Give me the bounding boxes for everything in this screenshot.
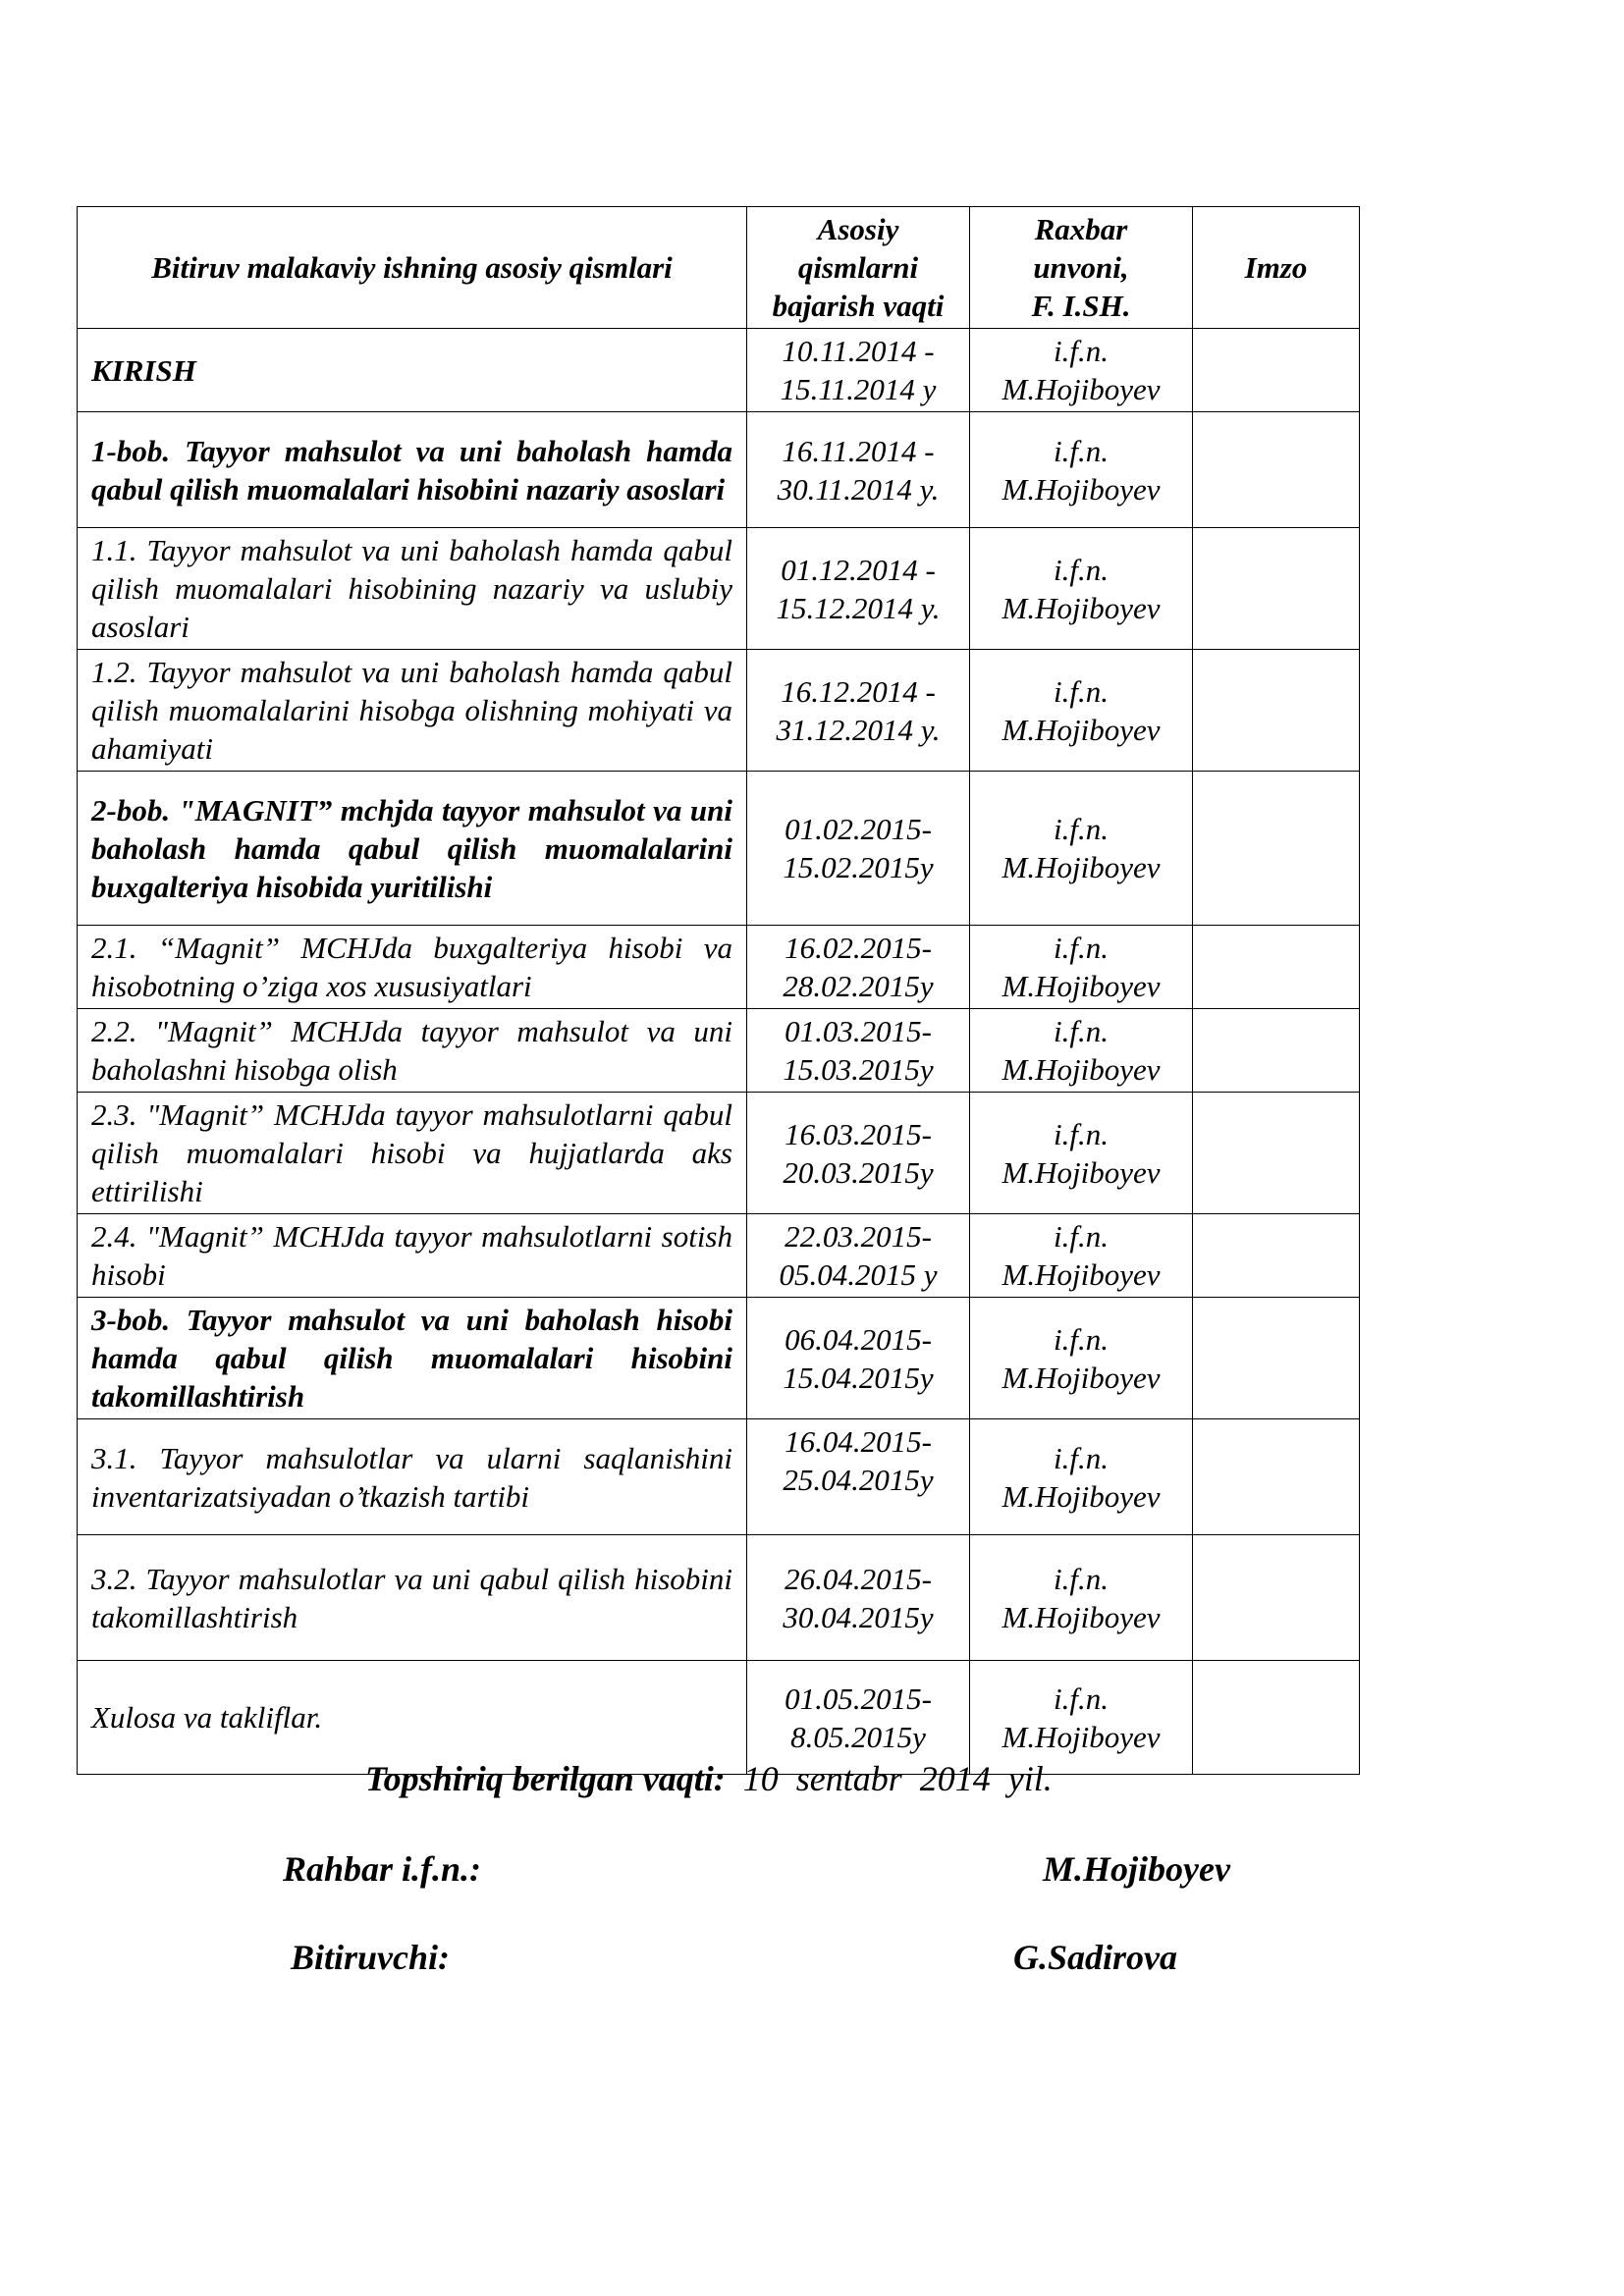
table-header-row — [78, 207, 1360, 329]
row-time-start: 26.04.2015- — [785, 1561, 932, 1596]
row-supervisor-title: i.f.n. — [1054, 552, 1109, 587]
row-supervisor — [970, 1298, 1193, 1419]
header-supervisor — [970, 207, 1193, 329]
row-supervisor-title: i.f.n. — [1054, 1014, 1109, 1048]
graduate-name: G.Sadirova — [1013, 1938, 1178, 1977]
row-time-end: 30.04.2015y — [783, 1599, 934, 1634]
table-row — [78, 1214, 1360, 1298]
header-signature: Imzo — [1193, 207, 1360, 329]
row-supervisor-name: M.Hojiboyev — [1001, 1257, 1161, 1292]
supervisor-label: Rahbar i.f.n.: — [283, 1849, 482, 1889]
row-part: 2.4. "Magnit” MCHJda tayyor mahsulotlarni sotish hisobi — [78, 1214, 747, 1298]
row-time — [747, 772, 970, 926]
row-signature — [1193, 772, 1360, 926]
row-time-start: 01.03.2015- — [785, 1014, 932, 1048]
row-part: KIRISH — [78, 329, 747, 412]
row-part: 1.1. Tayyor mahsulot va uni baholash hamda qabul qilish muomalalari hisobining nazariy va uslubiy asoslari — [78, 528, 747, 650]
row-signature — [1193, 1298, 1360, 1419]
row-part: 3.2. Tayyor mahsulotlar va uni qabul qilish hisobini takomillashtirish — [78, 1535, 747, 1661]
table-row — [78, 926, 1360, 1009]
row-time-end: 30.11.2014 y. — [777, 471, 940, 507]
row-part: 2.1. “Magnit” MCHJda buxgalteriya hisobi va hisobotning o’ziga xos xususiyatlari — [78, 926, 747, 1009]
row-signature — [1193, 1419, 1360, 1535]
row-supervisor-title: i.f.n. — [1054, 1116, 1109, 1151]
row-supervisor — [970, 1009, 1193, 1093]
row-time-end: 15.02.2015y — [783, 850, 934, 884]
row-part: 3.1. Tayyor mahsulotlar va ularni saqlanishini inventarizatsiyadan o’tkazish tartibi — [78, 1419, 747, 1535]
graduate-label: Bitiruvchi: — [291, 1938, 451, 1977]
row-time-start: 16.04.2015- — [785, 1424, 932, 1459]
row-part: 2-bob. "MAGNIT” mchjda tayyor mahsulot va uni baholash hamda qabul qilish muomalalarini buxgalteriya hisobida yuritilishi — [78, 772, 747, 926]
header-part: Bitiruv malakaviy ishning asosiy qismlari — [78, 207, 747, 329]
row-time-start: 10.11.2014 - — [782, 334, 935, 368]
row-time — [747, 650, 970, 772]
table-row — [78, 1093, 1360, 1214]
row-time-start: 01.12.2014 - — [781, 552, 936, 587]
row-supervisor-title: i.f.n. — [1054, 673, 1109, 709]
row-time — [747, 1419, 970, 1535]
row-time-start: 16.03.2015- — [785, 1116, 932, 1151]
row-time-end: 15.04.2015y — [783, 1360, 934, 1395]
row-supervisor — [970, 412, 1193, 528]
row-signature — [1193, 528, 1360, 650]
row-time-end: 31.12.2014 y. — [776, 712, 941, 747]
row-supervisor-name: M.Hojiboyev — [1001, 1719, 1161, 1754]
row-time-end: 25.04.2015y — [783, 1463, 934, 1497]
row-time-start: 22.03.2015- — [785, 1219, 932, 1254]
row-supervisor — [970, 1535, 1193, 1661]
header-time-line: qismlarni — [797, 250, 919, 285]
header-supervisor-line: unvoni, — [1033, 250, 1129, 285]
row-signature — [1193, 1214, 1360, 1298]
row-time-end: 15.11.2014 y — [780, 372, 937, 406]
thesis-plan-table — [77, 206, 1360, 1775]
row-part: 3-bob. Tayyor mahsulot va uni baholash hisobi hamda qabul qilish muomalalari hisobini takomillashtirish — [78, 1298, 747, 1419]
table-row — [78, 1419, 1360, 1535]
row-part: 2.3. "Magnit” MCHJda tayyor mahsulotlarni qabul qilish muomalalari hisobi va hujjatlarda aks ettirilishi — [78, 1093, 747, 1214]
row-signature — [1193, 412, 1360, 528]
row-signature — [1193, 650, 1360, 772]
row-signature — [1193, 329, 1360, 412]
row-supervisor-title: i.f.n. — [1054, 812, 1109, 846]
row-supervisor-name: M.Hojiboyev — [1001, 590, 1161, 625]
table-row — [78, 329, 1360, 412]
assignment-date-label: Topshiriq berilgan vaqti: — [365, 1759, 726, 1798]
row-time-end: 28.02.2015y — [783, 969, 934, 1003]
row-time — [747, 926, 970, 1009]
row-supervisor — [970, 772, 1193, 926]
row-time — [747, 528, 970, 650]
row-time-start: 16.11.2014 - — [782, 433, 935, 468]
assignment-date-value: 10 sentabr 2014 yil. — [742, 1759, 1053, 1798]
row-time — [747, 1093, 970, 1214]
row-time — [747, 1535, 970, 1661]
row-supervisor-title: i.f.n. — [1054, 1321, 1109, 1357]
header-time-line: bajarish vaqti — [772, 289, 945, 323]
table-row — [78, 1535, 1360, 1661]
table-row — [78, 1298, 1360, 1419]
row-supervisor — [970, 528, 1193, 650]
row-supervisor — [970, 329, 1193, 412]
row-supervisor-name: M.Hojiboyev — [1001, 471, 1161, 507]
row-time-end: 05.04.2015 y — [779, 1257, 938, 1292]
row-supervisor — [970, 926, 1193, 1009]
row-supervisor-name: M.Hojiboyev — [1001, 1360, 1161, 1395]
row-part: 2.2. "Magnit” MCHJda tayyor mahsulot va uni baholashni hisobga olish — [78, 1009, 747, 1093]
row-supervisor-name: M.Hojiboyev — [1001, 850, 1161, 884]
row-supervisor-title: i.f.n. — [1054, 334, 1109, 368]
row-supervisor-name: M.Hojiboyev — [1001, 1599, 1161, 1634]
row-time — [747, 1009, 970, 1093]
row-time-start: 16.02.2015- — [785, 931, 932, 965]
row-signature — [1193, 1093, 1360, 1214]
row-part: 1-bob. Tayyor mahsulot va uni baholash hamda qabul qilish muomalalari hisobini nazariy asoslari — [78, 412, 747, 528]
row-time-start: 16.12.2014 - — [781, 673, 936, 709]
row-time-start: 01.02.2015- — [785, 812, 932, 846]
row-supervisor-title: i.f.n. — [1054, 1681, 1109, 1716]
row-supervisor-name: M.Hojiboyev — [1001, 372, 1161, 406]
row-time-end: 15.03.2015y — [783, 1052, 934, 1087]
row-signature — [1193, 1661, 1360, 1775]
row-part: 1.2. Tayyor mahsulot va uni baholash hamda qabul qilish muomalalarini hisobga olishning mohiyati va ahamiyati — [78, 650, 747, 772]
row-supervisor-name: M.Hojiboyev — [1001, 1478, 1161, 1514]
row-time — [747, 1298, 970, 1419]
header-supervisor-line: Raxbar — [1034, 212, 1128, 246]
row-supervisor-title: i.f.n. — [1054, 1440, 1109, 1475]
row-time — [747, 412, 970, 528]
table-row — [78, 1009, 1360, 1093]
row-supervisor — [970, 650, 1193, 772]
row-time-start: 06.04.2015- — [785, 1321, 932, 1357]
row-signature — [1193, 926, 1360, 1009]
table-row — [78, 650, 1360, 772]
header-time-line: Asosiy — [817, 212, 899, 246]
row-time — [747, 329, 970, 412]
row-supervisor-title: i.f.n. — [1054, 1561, 1109, 1596]
supervisor-name: M.Hojiboyev — [1043, 1849, 1230, 1889]
row-time — [747, 1214, 970, 1298]
row-time-end: 20.03.2015y — [783, 1154, 934, 1190]
row-supervisor-name: M.Hojiboyev — [1001, 712, 1161, 747]
header-supervisor-line: F. I.SH. — [1031, 289, 1131, 323]
assignment-date-line — [365, 1757, 1053, 1800]
row-supervisor-title: i.f.n. — [1054, 931, 1109, 965]
row-supervisor-title: i.f.n. — [1054, 1219, 1109, 1254]
table-row — [78, 412, 1360, 528]
row-supervisor — [970, 1419, 1193, 1535]
row-supervisor — [970, 1214, 1193, 1298]
table-row — [78, 528, 1360, 650]
row-supervisor-name: M.Hojiboyev — [1001, 1154, 1161, 1190]
row-time-end: 8.05.2015y — [790, 1719, 926, 1754]
row-signature — [1193, 1009, 1360, 1093]
header-time — [747, 207, 970, 329]
table-row — [78, 772, 1360, 926]
row-supervisor-title: i.f.n. — [1054, 433, 1109, 468]
row-supervisor-name: M.Hojiboyev — [1001, 969, 1161, 1003]
row-supervisor-name: M.Hojiboyev — [1001, 1052, 1161, 1087]
row-supervisor — [970, 1093, 1193, 1214]
row-signature — [1193, 1535, 1360, 1661]
row-time-start: 01.05.2015- — [785, 1681, 932, 1716]
row-time-end: 15.12.2014 y. — [776, 590, 941, 625]
row-part: Xulosa va takliflar. — [78, 1661, 747, 1775]
